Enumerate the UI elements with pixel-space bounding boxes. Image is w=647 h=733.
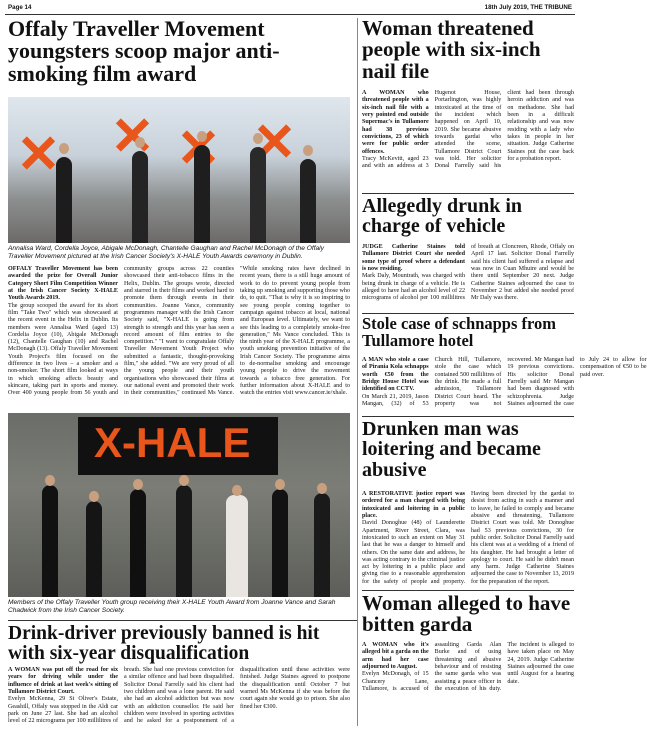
girl-head bbox=[253, 133, 263, 144]
nailfile-article-body bbox=[362, 90, 574, 192]
section-rule bbox=[362, 416, 574, 417]
group-member-head bbox=[275, 479, 285, 490]
bitten-garda-intro: A WOMAN who it's alleged bit a garda on the arm had her case adjourned to August. bbox=[362, 642, 429, 670]
drinkdriver-body-text: Evelyn McKenna, 29 St Oliver's Estate, Geashill, Offaly was stopped in the Aldi car park on June 27 last. She had an alcohol level of 22 micrograms per 100 millilitres of breath. She had one previous conviction for a similar offence and had been disqualified. Solicitor Donal Farrelly said his client had two children and was a lone parent. He said she had an alcohol addiction but was now with an addiction counsellor. He said her children were involved in sporting activities and he asked for a postponement of a disqualification until these activities were finished. Judge Staines agreed to postpone the disqualification until October 7 but warned Ms McKenna if she was before the court again she would go to prison. She also fined her €300. bbox=[8, 667, 350, 725]
drinkdriver-intro: A WOMAN was put off the road for six years for driving while under the influence of drink at last week's sitting of Tullamore District Court. bbox=[8, 667, 118, 695]
girl-head bbox=[135, 137, 145, 148]
drunk-vehicle-intro: JUDGE Catherine Staines told Tullamore District Court she needed some type of proof where a defendant is now residing. bbox=[362, 244, 465, 272]
girl-head bbox=[303, 145, 313, 156]
group-member-head bbox=[317, 483, 327, 494]
award-photo-ceremony bbox=[8, 413, 350, 597]
film-headline: Offaly Traveller Movement youngsters scoop major anti-smoking film award bbox=[8, 16, 280, 86]
group-member-head bbox=[179, 475, 189, 486]
loitering-body-text: David Donoghue (48) of Launderette Apartment, River Street, Clara, was intoxicated to such an extent on May 31 last that he was a danger to himself and others. On the same date and address, he was acting contrary to the criminal justice act by loitering in a public place and giving rise to a reasonable apprehension for the safety of people and property. Having been directed by the gardai to desist from acting in such a manner and to leave, he failed to comply and became abusive and threatening, Tullamore District Court was told. Mr Donoghue had 53 previous convictions, 30 for public order. Solicitor Donal Farrelly said his client was at a wedding of a friend of his daughter. He had brought a letter of apology to court. He said he didn't mean any harm. Judge Catherine Staines adjourned the case to November 13, 2019 for the preparation of the report. bbox=[362, 491, 574, 585]
nailfile-intro: A WOMAN who threatened people with a six-inch nail file with a very pointed end outside Supermac's in Tullamore had 38 previous convictions, 23 of which were for public order offences. bbox=[362, 90, 429, 155]
photo-caption-outdoor: Annalisa Ward, Cordella Joyce, Abigale McDonagh, Chantelle Gaughan and Rachel McDonagh of the Offaly Traveller Movement pictured at the Irish Cancer Society's X-HALE Youth Awards ceremony in Dublin. bbox=[8, 245, 324, 260]
presenter-head bbox=[232, 485, 242, 496]
bitten-garda-article-body bbox=[362, 642, 574, 727]
column-divider bbox=[357, 18, 358, 726]
group-member-head bbox=[89, 491, 99, 502]
section-rule bbox=[8, 620, 357, 621]
group-member-figure bbox=[130, 489, 146, 597]
group-member-head bbox=[45, 475, 55, 486]
group-member-figure bbox=[176, 485, 192, 597]
schnapps-article-body bbox=[362, 357, 647, 415]
issue-date-masthead: 18th July 2019, THE TRIBUNE bbox=[484, 4, 572, 11]
drinkdriver-article-body bbox=[8, 667, 350, 727]
group-member-figure bbox=[86, 501, 102, 597]
schnapps-headline: Stole case of schnapps from Tullamore hotel bbox=[362, 314, 557, 350]
girl-figure bbox=[132, 151, 148, 243]
drunk-vehicle-headline: Allegedly drunk in charge of vehicle bbox=[362, 195, 523, 238]
section-rule bbox=[362, 193, 574, 194]
bitten-garda-headline: Woman alleged to have bitten garda bbox=[362, 591, 571, 637]
nailfile-body-text: Tracy McKevitt, aged 23 and with an address at 3 Hugenot House, Portarlington, was highly intoxicated at the time of the incident which happened on April 10, 2019. She became abusive towards gardai who attended the scene, Tullamore District Court was told. Her solicitor Donal Farrelly said his client had been through heroin addiction and was on methadone. She had been in a difficult relationship and was now residing with a lady who takes in people in her situation. Judge Catherine Staines put the case back for a probation report. bbox=[362, 90, 574, 170]
film-article-body bbox=[8, 266, 350, 410]
girl-head bbox=[197, 131, 207, 142]
nailfile-headline: Woman threatened people with six-inch nail file bbox=[362, 16, 541, 83]
drunk-vehicle-body-text: Mark Daly, Mountrath, was charged with being drunk in charge of a vehicle. He is alleged to have had an alcohol level of 22 micrograms of alcohol per 100 millilitres of breath at Cloncreen, Rhode, Offaly on April 17 last. Solicitor Donal Farrelly said his client had suffered a relapse and was now in Cuan Mhuire and would be there until September 20 next. Judge Catherine Staines adjourned the case to November 2 but added she needed proof Mr Daly was there. bbox=[362, 244, 574, 302]
girl-figure bbox=[194, 145, 210, 243]
drinkdriver-headline: Drink-driver previously banned is hit with six-year disqualification bbox=[8, 623, 320, 664]
group-member-head bbox=[133, 479, 143, 490]
page-number: Page 14 bbox=[8, 4, 32, 11]
film-intro: OFFALY Traveller Movement has been awarded the prize for Overall Junior Category Short Film Competition Winner at the Irish Cancer Society X-HALE Youth Awards 2019. bbox=[8, 266, 118, 302]
girl-head bbox=[59, 143, 69, 154]
no-smoking-x-icon bbox=[112, 115, 152, 155]
drunk-vehicle-article-body bbox=[362, 244, 574, 312]
group-member-figure bbox=[314, 493, 330, 597]
group-member-figure bbox=[42, 485, 58, 597]
girl-figure bbox=[300, 159, 316, 243]
bitten-garda-body-text: Evelyn McDonagh, of 15 Chancery Lane, Tullamore, is accused of assaulting Garda Alan Burke and of using threatening and abusive behaviour and of resisting the same garda who was assisting a peace officer in the execution of his duty. The incident is alleged to have taken place on May 24, 2019. Judge Catherine Staines adjourned the case until August for a hearing date. bbox=[362, 642, 574, 692]
girl-figure bbox=[56, 157, 72, 243]
schnapps-intro: A MAN who stole a case of Pirania Kola schnapps worth €50 from the Bridge House Hotel was identified on CCTV. bbox=[362, 357, 429, 393]
film-body-text: The group scooped the award for its short film "Take Two" which was showcased at the recent event in the Helix in Dublin. Its members were Annalisa Ward (aged 13) Cordelia Joyce (10), Abigale McDonagh (12), Chantelle Gaughan (10) and Rachel McDonagh (13). Offaly Traveller Movement Youth Project's film focused on the difference in two lives – a smoker and a non-smoker. The short film looked at ways in which smoking affects beauty and skincare, taking part in sports and money. Over 400 young people from 56 youth and community groups across 22 counties showcased their anti-tobacco films in the Helix, Dublin. The groups wrote, directed and starred in their films and worked hard to promote them through events in their communities. Joanne Vance, community programmes manager with the Irish Cancer Society said, "X-HALE is going from strength to strength and this year has seen a record amount of film entries to the competition." "I want to congratulate Offaly Traveller Movement Youth Project who submitted a fantastic, thought-provoking film," she added. "We are very proud of all the young people and their youth organisations who showcased their films at our national event and promoted their work in their communities," continued Ms Vance. "While smoking rates have declined in recent years, there is a still huge amount of work to do to prevent young people from taking up smoking and supporting those who do, to quit. "That is why it is so inspiring to see young people coming together to campaign against tobacco at local, national and European level. Ultimately, we want to see this leading to a completely smoke-free generation," Ms Vance concluded. This is the ninth year of the X-HALE programme, a youth smoking prevention initiative of the Irish Cancer Society. The programme aims to de-normalise smoking and encourage young people to drive the movement towards a tobacco free generation. For further information about X-HALE and to watch the entries visit www.cancer.ie/xhale. bbox=[8, 266, 350, 397]
group-member-figure bbox=[272, 489, 288, 597]
girl-figure bbox=[250, 147, 266, 243]
award-photo-outdoor bbox=[8, 97, 350, 243]
loitering-intro: A RESTORATIVE justice report was ordered for a man charged with being intoxicated and loitering in a public place. bbox=[362, 491, 465, 519]
loitering-headline: Drunken man was loitering and became abusive bbox=[362, 418, 541, 481]
loitering-article-body bbox=[362, 491, 574, 589]
header-rule bbox=[5, 14, 575, 15]
no-smoking-x-icon bbox=[18, 133, 58, 173]
photo-caption-ceremony: Members of the Offaly Traveller Youth group receiving their X-HALE Youth Award from Joanne Vance and Sarah Chadwick from the Irish Cancer Society. bbox=[8, 599, 336, 614]
presenter-figure bbox=[226, 495, 248, 597]
schnapps-body-text: On March 21, 2019, Jason Mangan, (32) of 53 Church Hill, Tullamore, stole the case which contained 500 millilitres of the drink. He made a full admission, Tullamore District Court heard. The property was not recovered. Mr Mangan had 19 previous convictions. His solicitor Donal Farrelly said Mr Mangan had been diagnosed with schizophrenia. Judge Staines adjourned the case to July 24 to allow for compensation of €50 to be paid over. bbox=[362, 357, 647, 407]
xhale-banner-text: X-HALE bbox=[94, 419, 251, 466]
